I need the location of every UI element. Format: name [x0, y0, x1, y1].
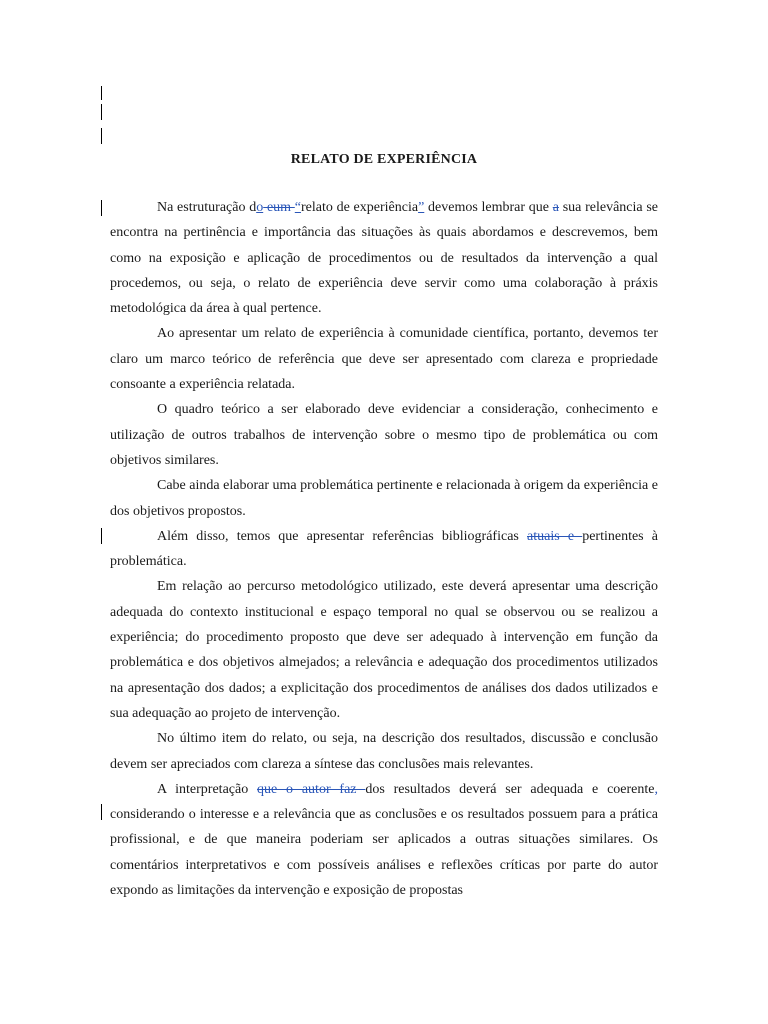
tracked-insertion[interactable]: “: [294, 200, 301, 215]
change-bar: [101, 804, 102, 820]
paragraph-5: Além disso, temos que apresentar referências bibliográficas atuais e pertinentes à problemática.: [110, 528, 658, 570]
document-body: [110, 195, 658, 903]
tracked-insertion[interactable]: o: [256, 200, 264, 215]
change-bar: [101, 200, 102, 216]
paragraph-2: Ao apresentar um relato de experiência à comunidade científica, portanto, devemos ter claro um marco teórico de referência que deve ser apresentado com clareza e propriedade consoante a experiência relatada.: [110, 326, 658, 393]
tracked-deletion[interactable]: a: [552, 200, 559, 215]
change-bar: [101, 128, 102, 144]
tracked-deletion[interactable]: atuais e: [527, 528, 583, 544]
paragraph-1: Na estruturação do eum “relato de experiência” devemos lembrar que a sua relevância se encontra na pertinência e importância das situações às quais abordamos e descrevemos, bem como na exposição e aplicação de procedimentos ou de resultados da intervenção a qual procedemos, ou seja, o relato de experiência deve servir como uma colaboração à práxis metodológica da área à qual pertence.: [110, 200, 658, 317]
document-title: RELATO DE EXPERIÊNCIA: [290, 152, 478, 167]
tracked-deletion[interactable]: eum: [263, 200, 295, 215]
tracked-insertion[interactable]: ”: [418, 200, 425, 215]
paragraph-8: A interpretação que o autor faz dos resultados deverá ser adequada e coerente, considerando o interesse e a relevância que as conclusões e os resultados possuem para a prática profissional, e de que maneira poderiam ser aplicados a outras situações similares. Os comentários interpretativos e com possíveis análises e reflexões críticas por parte do autor expondo as limitações da intervenção e exposição de propostas: [110, 781, 658, 899]
paragraph-4: Cabe ainda elaborar uma problemática pertinente e relacionada à origem da experiência e dos objetivos propostos.: [110, 478, 658, 519]
tracked-insertion[interactable]: ,: [654, 781, 658, 797]
paragraph-3: O quadro teórico a ser elaborado deve evidenciar a consideração, conhecimento e utilização de outros trabalhos de intervenção sobre o mesmo tipo de problemática ou com objetivos similares.: [110, 402, 658, 468]
change-bar: [101, 104, 102, 120]
paragraph-6: Em relação ao percurso metodológico utilizado, este deverá apresentar uma descrição adequada do contexto institucional e espaço temporal no qual se observou ou se realizou a experiência; do procedimento proposto que deve ser adequado à intervenção em função da problemática e dos objetivos almejados; a relevância e adequação dos procedimentos utilizados na apresentação dos dados; a explicitação dos procedimentos de análises dos dados utilizados e sua adequação ao projeto de intervenção.: [110, 579, 658, 721]
change-bar: [101, 86, 102, 100]
paragraph-7: No último item do relato, ou seja, na descrição dos resultados, discussão e conclusão devem ser apreciados com clareza a síntese das conclusões mais relevantes.: [110, 731, 658, 772]
change-bar: [101, 528, 102, 544]
tracked-deletion[interactable]: que o autor faz: [257, 781, 366, 797]
